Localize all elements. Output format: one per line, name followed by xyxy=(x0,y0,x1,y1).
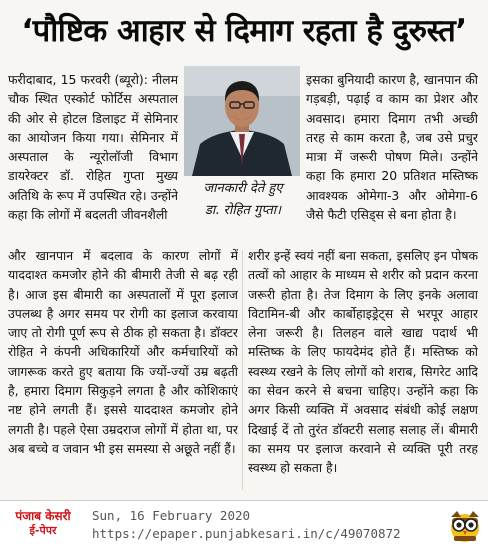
article-intro-column xyxy=(8,70,178,247)
doctor-photo xyxy=(184,66,300,176)
article-body-right-text: शरीर इन्हें स्वयं नहीं बना सकता, इसलिए इन पोषक तत्वों को आहार के माध्यम से शरीर को प्रदान करना जरूरी होता है। तेज दिमाग के लिए इनके अलावा विटामिन-बी और कार्बोहाइड्रेट्स से भरपूर आहार लेना जरूरी है। तिलहन वाले खाद्य पदार्थ भी मस्तिष्क के लिए फायदेमंद होते हैं। मस्तिष्क को स्वस्थ्य रखने के लिए लोगों को शराब, सिगरेट आदि का सेवन करने से बचना चाहिए। उन्होंने कहा कि अगर किसी व्यक्ति में अवसाद संबंधी कोई लक्षण दिखाई दें तो तुरंत डॉक्टरी सलाह सलाह लें। बीमारी का समय पर इलाज करवाने से व्यक्ति पूरी तरह स्वस्थ्य हो सकता है। xyxy=(248,248,478,476)
article-body-right-column xyxy=(248,246,478,494)
footer-url[interactable]: https://epaper.punjabkesari.in/c/49070872 xyxy=(92,526,401,541)
photo-caption xyxy=(184,178,302,222)
column-divider xyxy=(242,250,243,490)
logo-name: पंजाब केसरी xyxy=(15,509,71,523)
article-dateline: फरीदाबाद, 15 फरवरी (ब्यूरो): xyxy=(8,72,148,87)
footer-meta xyxy=(92,507,422,543)
epaper-footer xyxy=(0,500,488,548)
photo-caption-line-2: डा. रोहित गुप्ता। xyxy=(204,203,282,218)
article-right-top-text: इसका बुनियादी कारण है, खानपान की गड़बड़ी, पढ़ाई व काम का प्रेशर और अवसाद। हमारा दिमाग तभी अच्छी तरह से काम करता है, जब उसे प्रचुर मात्रा में जरूरी पोषण मिले। उन्होंने कहा कि हमारा 20 प्रतिशत मस्तिष्क आवश्यक ओमेगा-3 और ओमेगा-6 जैसे फैटी एसिड्स से बना होता है। xyxy=(306,72,478,223)
punjab-kesari-logo[interactable] xyxy=(6,509,80,541)
article-body-left-column xyxy=(8,246,238,494)
photo-caption-line-1: जानकारी देते हुए xyxy=(203,181,283,196)
article-headline: ‘पौष्टिक आहार से दिमाग रहता है दुरुस्त’ xyxy=(21,13,467,49)
footer-date: Sun, 16 February 2020 xyxy=(92,508,251,523)
article-right-top-column xyxy=(306,70,478,243)
article-intro-text: नीलम चौक स्थित एस्कोर्ट फोर्टिस अस्पताल की ओर से होटल डिलाइट में सेमिनार का आयोजन किया गया। सेमिनार में अस्पताल के न्यूरोलॉजी विभाग डायरेक्टर डॉ. रोहित गुप्ता मुख्य अतिथि के रूप में उपस्थित रहे। उन्होंने कहा कि लोगों में बदलती जीवनशैली xyxy=(8,72,178,223)
article-body-left-text: और खानपान में बदलाव के कारण लोगों में याददाश्त कमजोर होने की बीमारी तेजी से बढ़ रही है। आज इस बीमारी का अस्पतालों में पूरा इलाज उपलब्ध है अगर समय पर रोगी का इलाज करवाया जाए तो रोगी पूर्ण रूप से ठीक हो सकता है। डॉक्टर रोहित ने कंपनी अधिकारियों और कर्मचारियों को जागरूक करते हुए बताया कि ज्यों-ज्यों उम्र बढ़ती है, हमारा दिमाग सिकुड़ने लगता है और कोशिकाएं नष्ट होने लगती हैं। इससे याददाश्त कमजोर होने लगती है। पहले ऐसा उम्रदराज लोगों में होता था, पर अब बच्चे व जवान भी इस समस्या से अछूते नहीं हैं। xyxy=(8,248,238,456)
logo-subtitle: ई-पेपर xyxy=(29,524,57,537)
portrait-image xyxy=(184,66,300,176)
owl-icon xyxy=(448,507,482,543)
